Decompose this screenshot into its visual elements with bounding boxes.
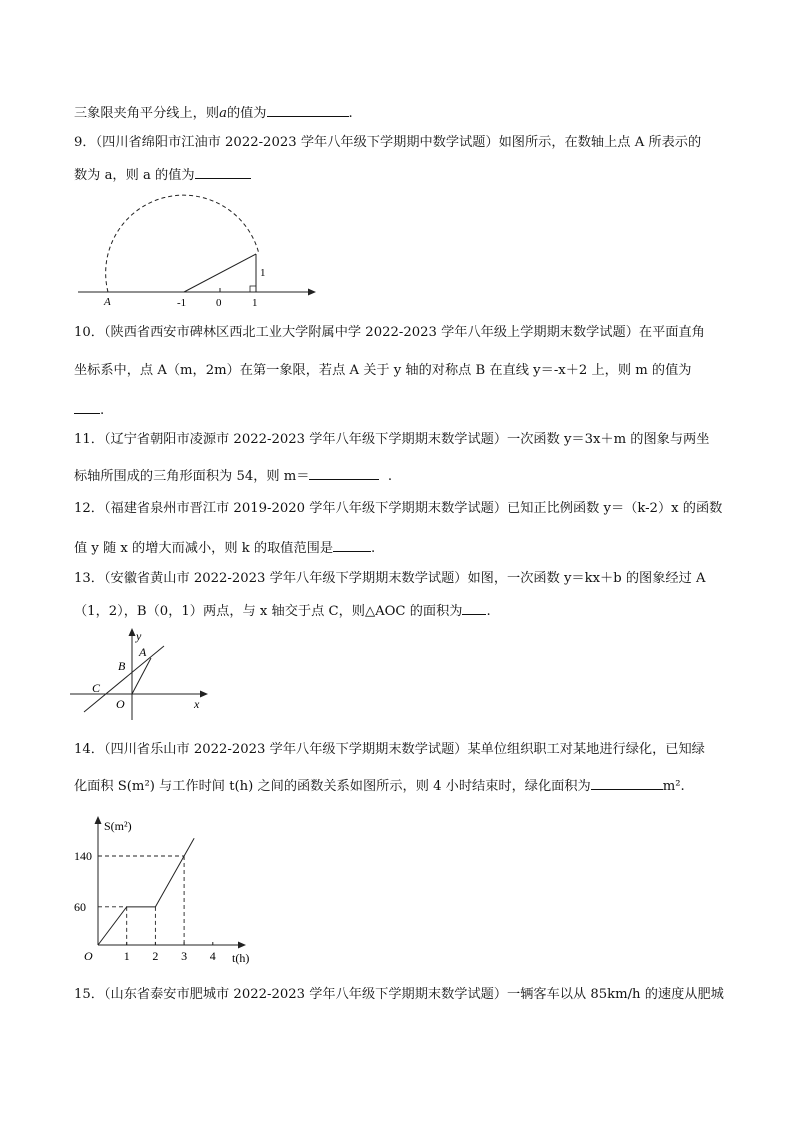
q10-line-1: 10．（陕西省西安市碑林区西北工业大学附属中学 2022-2023 学年八年级上学期期末数学试题）在平面直角 — [74, 325, 705, 340]
q9-line-2: 数为 a，则 a 的值为 — [74, 164, 734, 186]
label-zero: 0 — [216, 297, 222, 309]
q14-line-2: 化面积 S(m²) 与工作时间 t(h) 之间的函数关系如图所示，则 4 小时结束时，绿化面积为 m². — [74, 775, 734, 797]
x-tick-label: 1 — [123, 949, 130, 963]
answer-blank-10[interactable] — [74, 399, 100, 414]
q13-line-1: 13．（安徽省黄山市 2022-2023 学年八年级下学期期末数学试题）如图，一次函数 y＝kx＋b 的图象经过 A — [74, 571, 706, 586]
answer-blank-12[interactable] — [333, 537, 371, 552]
label-y: y — [136, 629, 142, 643]
label-o: O — [116, 697, 125, 711]
label-x: x — [194, 697, 200, 711]
figure-number-line — [70, 192, 330, 312]
figure-linear-graph — [66, 626, 216, 722]
label-a: A — [139, 645, 147, 659]
label-one: 1 — [252, 297, 258, 309]
y-tick-label: 140 — [74, 849, 92, 863]
figure-area-time-graph — [70, 810, 270, 970]
x-axis-label: t(h) — [232, 951, 250, 965]
q12-line-2: 值 y 随 x 的增大而减小，则 k 的取值范围是 . — [74, 537, 734, 559]
q12-line-1: 12．（福建省泉州市晋江市 2019-2020 学年八年级下学期期末数学试题）已知正比例函数 y＝（k-2）x 的函数 — [74, 501, 723, 516]
right-angle-mark — [250, 286, 256, 292]
hypotenuse — [184, 254, 256, 292]
x-tick-label: 4 — [209, 949, 216, 963]
y-axis-label: S(m²) — [104, 819, 132, 833]
answer-blank-13[interactable] — [462, 600, 486, 615]
q10-line-2: 坐标系中，点 A（m，2m）在第一象限，若点 A 关于 y 轴的对称点 B 在直线 y＝-x＋2 上，则 m 的值为 — [74, 363, 692, 378]
area-time-line — [98, 856, 184, 945]
q9-line-1: 9．（四川省绵阳市江油市 2022-2023 学年八年级下学期期中数学试题）如图所示，在数轴上点 A 所表示的 — [74, 135, 702, 150]
answer-blank-14[interactable] — [591, 775, 663, 790]
axis-arrow — [308, 289, 316, 296]
q15-line-1: 15．（山东省泰安市肥城市 2022-2023 学年八年级下学期期末数学试题）一辆客车以从 85km/h 的速度从肥城 — [74, 987, 724, 1002]
segment-oa — [132, 658, 151, 694]
x-tick-label: 2 — [152, 949, 159, 963]
answer-blank-8[interactable] — [267, 102, 349, 117]
dashed-arc — [106, 195, 259, 292]
origin-label: O — [84, 949, 93, 963]
label-side-one: 1 — [260, 267, 266, 279]
label-b: B — [118, 659, 126, 673]
line-extension — [184, 838, 194, 856]
answer-blank-11[interactable] — [309, 465, 379, 480]
q14-line-1: 14．（四川省乐山市 2022-2023 学年八年级下学期期末数学试题）某单位组织职工对某地进行绿化，已知绿 — [74, 742, 705, 757]
label-c: C — [92, 681, 101, 695]
answer-blank-9[interactable] — [195, 164, 251, 179]
q11-line-1: 11．（辽宁省朝阳市凌源市 2022-2023 学年八年级下学期期末数学试题）一次函数 y＝3x＋m 的图象与两坐 — [74, 432, 710, 447]
q8-line: 三象限夹角平分线上，则a的值为 . — [74, 102, 734, 124]
q10-line-3: . — [74, 399, 734, 421]
y-tick-label: 60 — [74, 899, 86, 914]
q11-line-2: 标轴所围成的三角形面积为 54，则 m＝ . — [74, 465, 734, 487]
q13-line-2: （1，2），B（0，1）两点，与 x 轴交于点 C，则△AOC 的面积为 . — [74, 600, 734, 622]
label-a: A — [104, 296, 111, 308]
x-tick-label: 3 — [181, 949, 188, 963]
label-minus-one: -1 — [177, 297, 187, 309]
